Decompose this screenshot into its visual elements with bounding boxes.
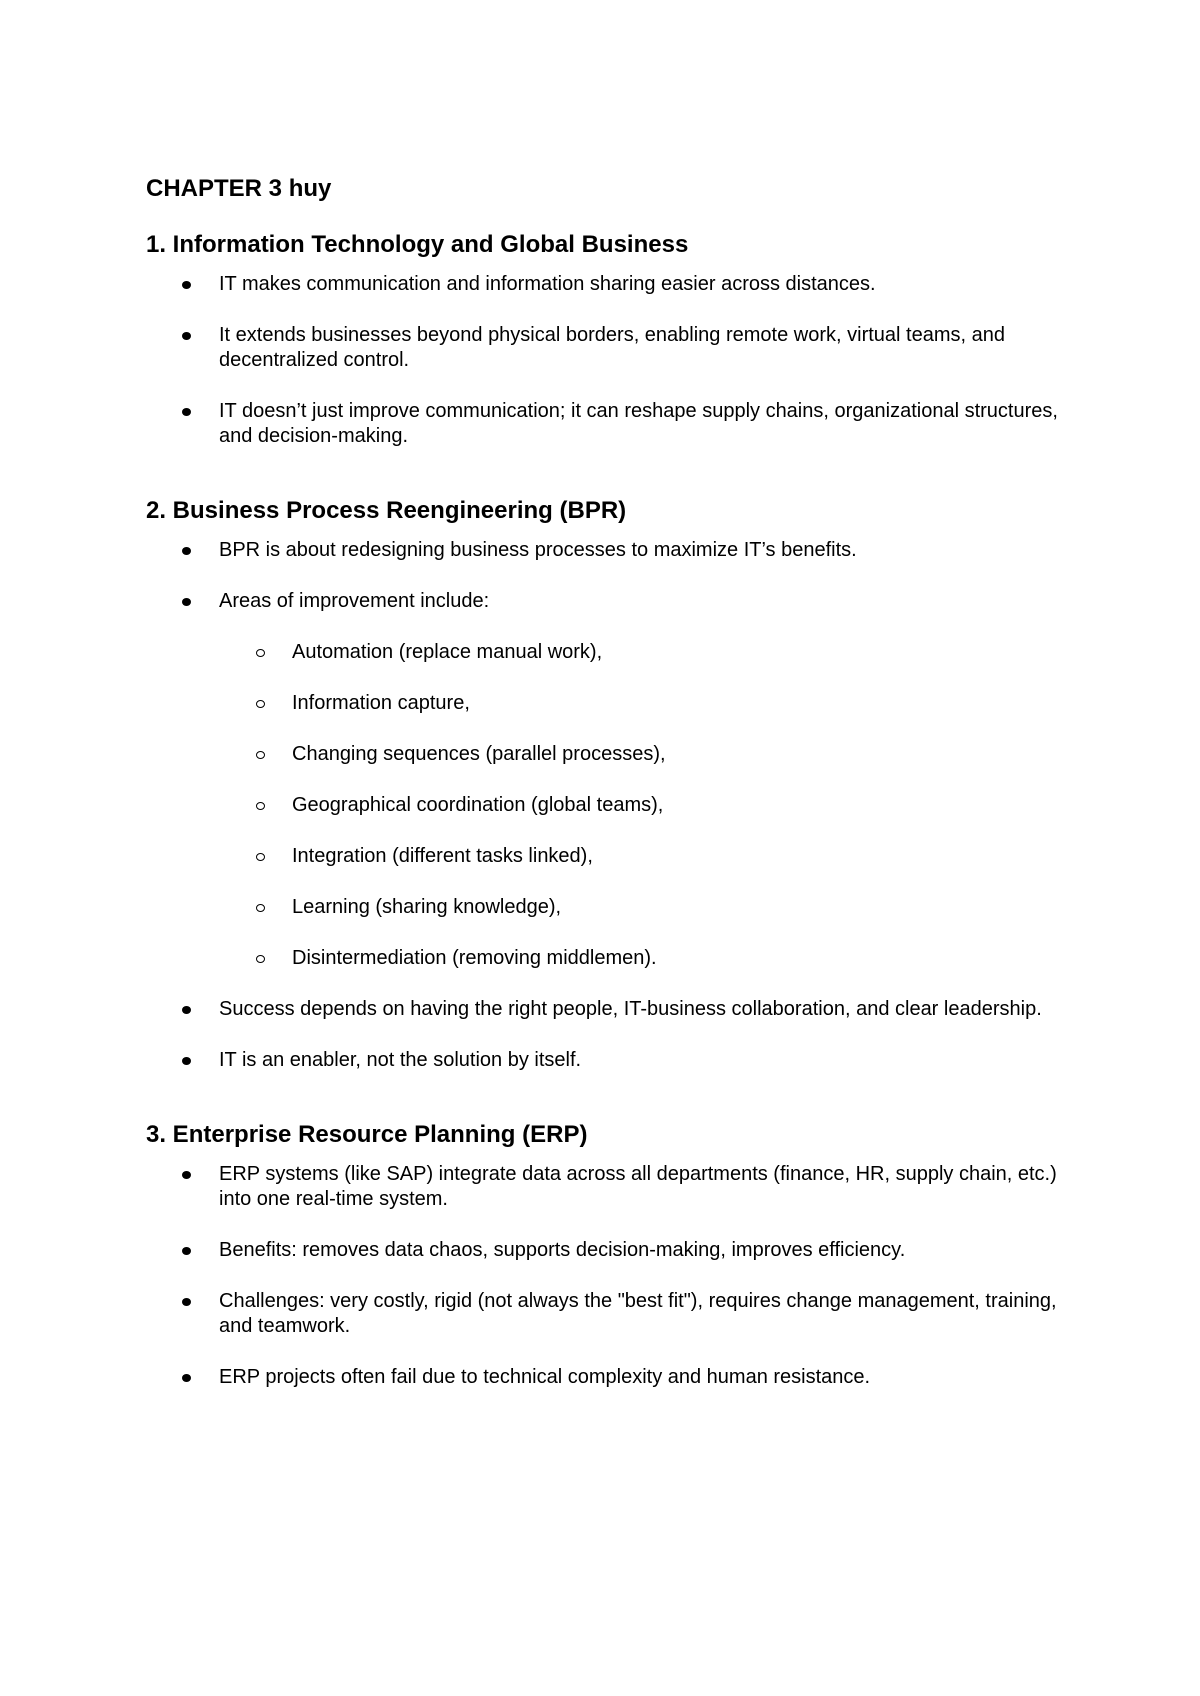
bullet-text: ERP projects often fail due to technical complexity and human resistance. [219,1366,871,1388]
sub-list-item [146,895,1086,920]
bullet-text: IT is an enabler, not the solution by itself. [219,1049,582,1071]
list-item [146,1238,1086,1263]
bullet-text: BPR is about redesigning business processes to maximize IT’s benefits. [219,539,857,561]
sub-list-item [146,946,1086,971]
bullet-text: It extends businesses beyond physical borders, enabling remote work, virtual teams, and decentralized control. [219,324,1005,371]
section-erp [146,1118,1086,1390]
list-item [146,589,1086,971]
bullet-icon [182,1006,191,1014]
circle-bullet-icon [256,700,265,708]
bullet-list [146,538,1086,1073]
bullet-list [146,1162,1086,1390]
list-item [146,272,1086,297]
bullet-text: IT makes communication and information sharing easier across distances. [219,273,876,295]
sub-bullet-text: Geographical coordination (global teams), [292,794,664,816]
sub-bullet-text: Integration (different tasks linked), [292,845,593,867]
sub-bullet-text: Automation (replace manual work), [292,641,603,663]
list-item [146,1365,1086,1390]
circle-bullet-icon [256,802,265,810]
section-bpr [146,494,1086,1073]
bullet-icon [182,1298,191,1306]
bullet-list [146,272,1086,449]
bullet-text: Success depends on having the right people, IT-business collaboration, and clear leadership. [219,998,1042,1020]
bullet-text: IT doesn’t just improve communication; it can reshape supply chains, organizational structures, and decision-making. [219,400,1058,447]
circle-bullet-icon [256,955,265,963]
bullet-icon [182,1171,191,1179]
sub-list-item [146,640,1086,665]
bullet-text: ERP systems (like SAP) integrate data across all departments (finance, HR, supply chain, etc.) into one real-time system. [219,1163,1057,1210]
list-item [146,538,1086,563]
section-heading: 1. Information Technology and Global Business [146,231,689,258]
bullet-icon [182,1057,191,1065]
sub-list-item [146,742,1086,767]
bullet-text: Areas of improvement include: [219,590,490,612]
bullet-icon [182,281,191,289]
list-item [146,399,1086,449]
section-heading: 2. Business Process Reengineering (BPR) [146,497,627,524]
bullet-text: Challenges: very costly, rigid (not always the "best fit"), requires change management, training, and teamwork. [219,1290,1057,1337]
bullet-icon [182,1374,191,1382]
sub-bullet-text: Changing sequences (parallel processes), [292,743,666,765]
document-page [146,172,1086,1390]
list-item [146,323,1086,373]
bullet-icon [182,598,191,606]
section-heading: 3. Enterprise Resource Planning (ERP) [146,1121,588,1148]
bullet-icon [182,1247,191,1255]
list-item [146,1048,1086,1073]
sub-list-item [146,793,1086,818]
document-title: CHAPTER 3 huy [146,175,332,202]
list-item [146,1289,1086,1339]
list-item [146,1162,1086,1212]
bullet-text: Benefits: removes data chaos, supports decision-making, improves efficiency. [219,1239,906,1261]
section-it-global-business [146,228,1086,449]
sub-list-item [146,844,1086,869]
bullet-icon [182,547,191,555]
sub-bullet-text: Information capture, [292,692,470,714]
circle-bullet-icon [256,853,265,861]
sub-bullet-text: Disintermediation (removing middlemen). [292,947,657,969]
sub-list-item [146,691,1086,716]
circle-bullet-icon [256,649,265,657]
bullet-icon [182,408,191,416]
sub-bullet-text: Learning (sharing knowledge), [292,896,562,918]
bullet-icon [182,332,191,340]
list-item [146,997,1086,1022]
circle-bullet-icon [256,904,265,912]
circle-bullet-icon [256,751,265,759]
sub-bullet-list [219,640,1086,971]
